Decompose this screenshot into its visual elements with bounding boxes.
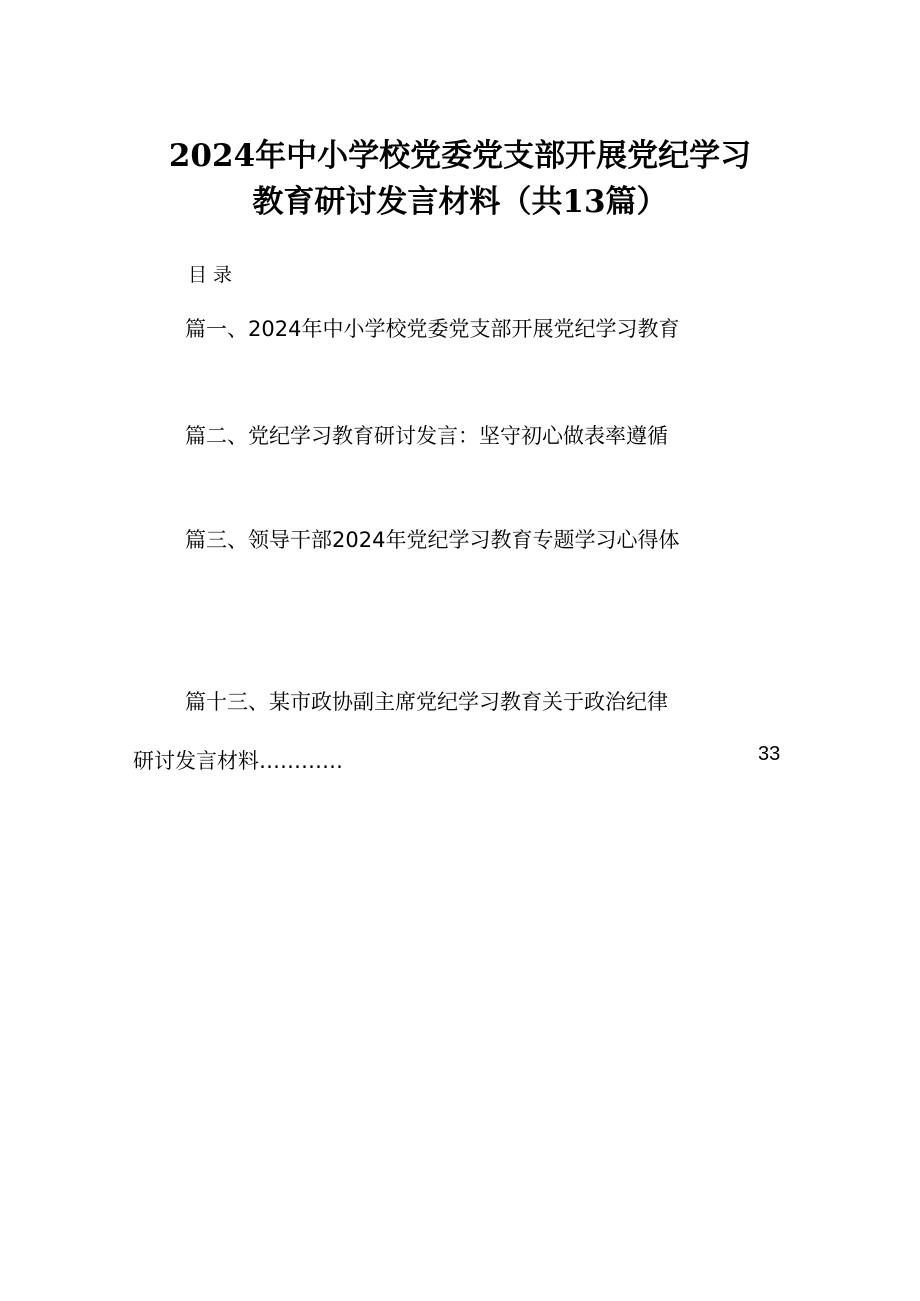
- document-title-line-2: 教育研讨发言材料（共13篇）: [252, 184, 668, 220]
- toc-heading: 目录: [188, 264, 239, 286]
- toc-item-3[interactable]: 篇三、领导干部2024年党纪学习教育专题学习心得体: [185, 528, 680, 552]
- toc-item-13-continuation[interactable]: 研讨发言材料…………: [133, 749, 343, 773]
- toc-item-13[interactable]: 篇十三、某市政协副主席党纪学习教育关于政治纪律: [185, 690, 668, 714]
- document-title-line-1: 2024年中小学校党委党支部开展党纪学习: [168, 138, 752, 174]
- toc-item-13-page-number: 33: [758, 743, 781, 765]
- toc-item-1[interactable]: 篇一、2024年中小学校党委党支部开展党纪学习教育: [185, 317, 680, 341]
- toc-item-2[interactable]: 篇二、党纪学习教育研讨发言：坚守初心做表率遵循: [185, 424, 668, 448]
